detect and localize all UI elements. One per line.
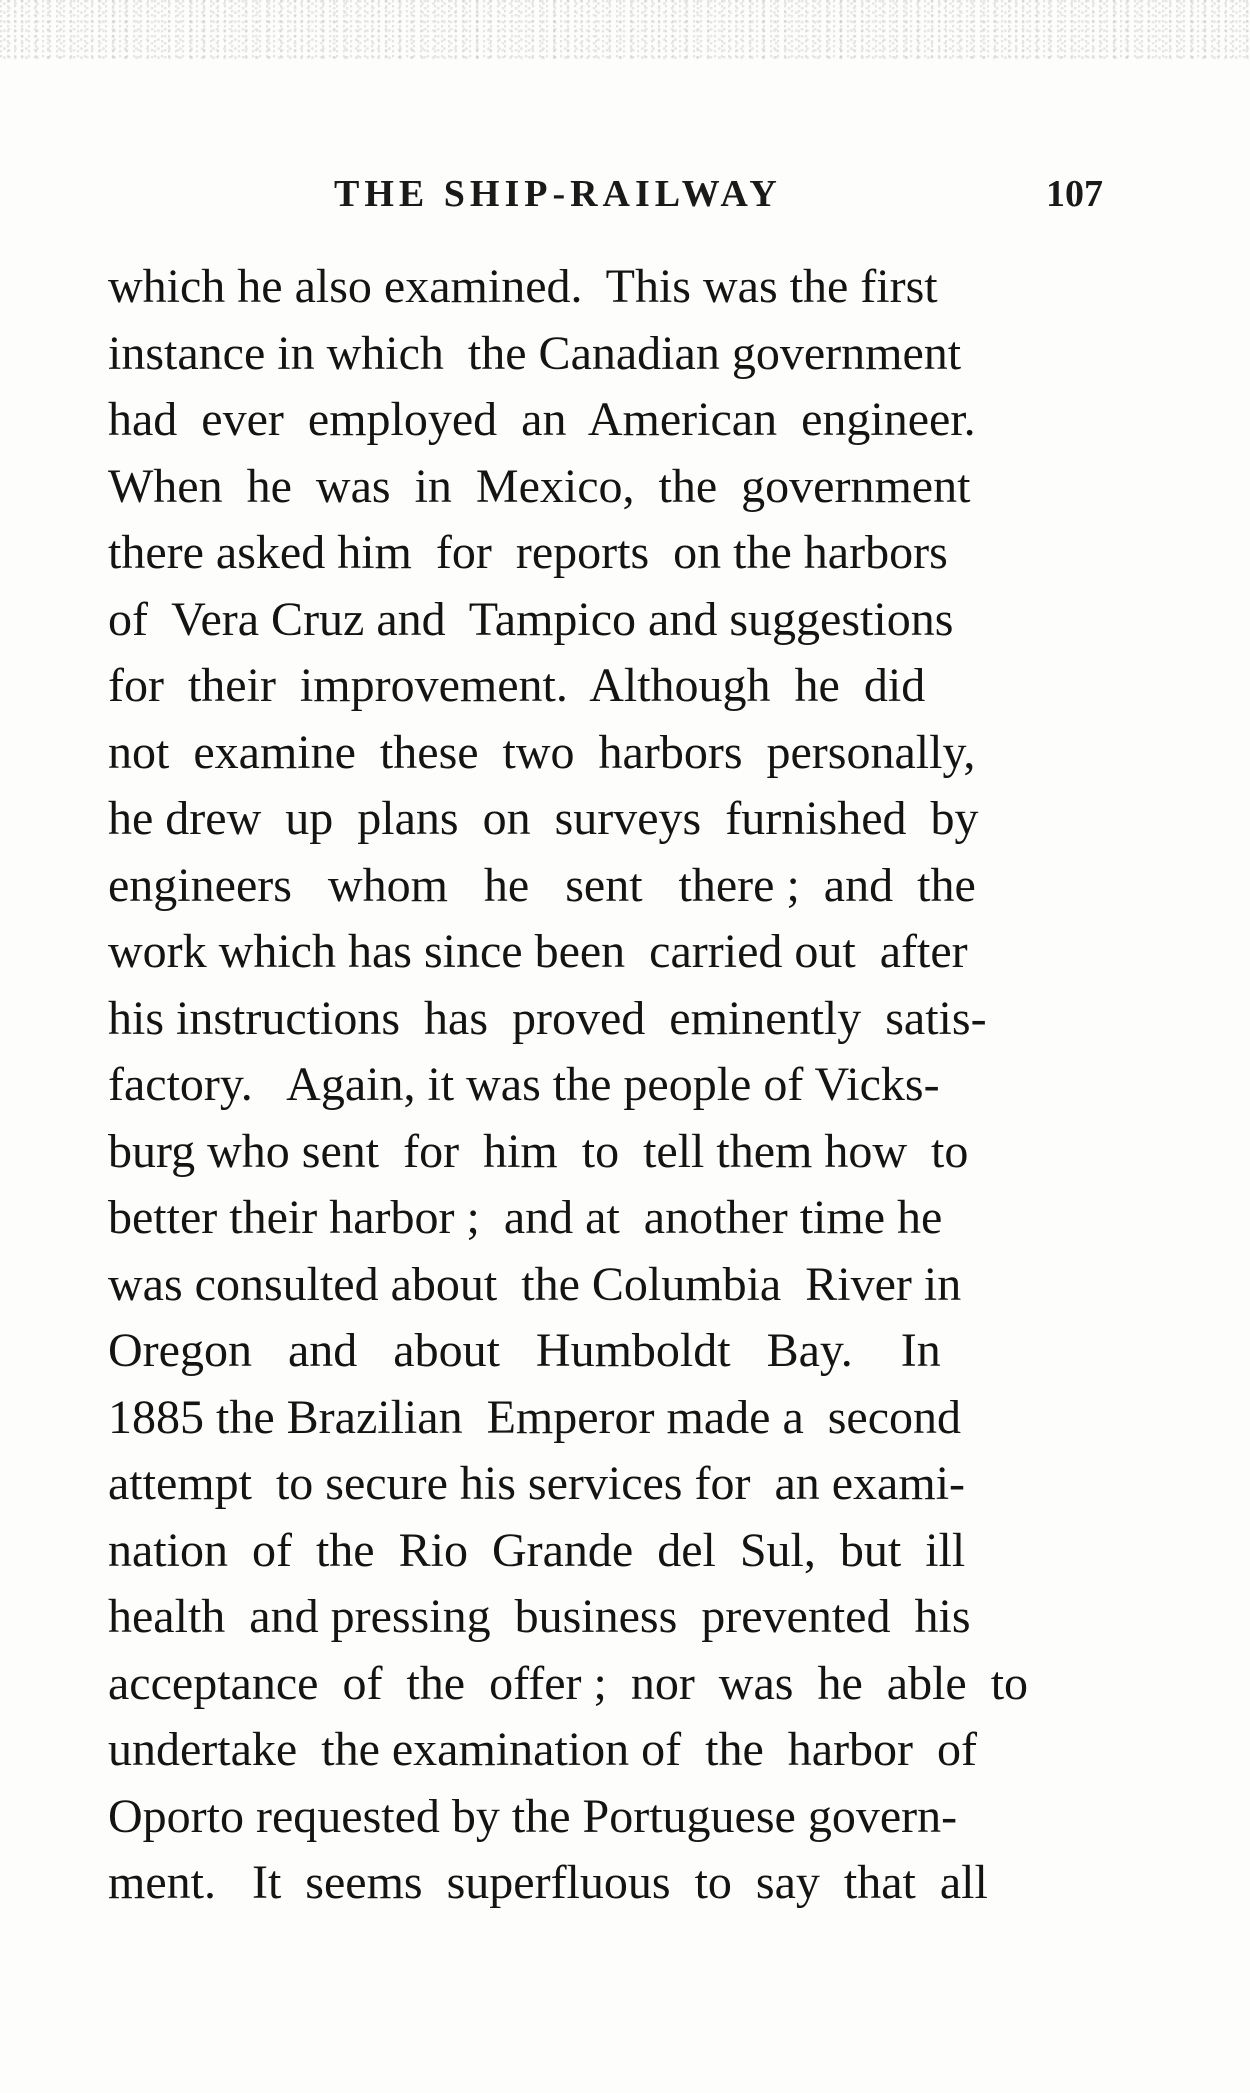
text-line: for their improvement. Although he did xyxy=(108,659,926,712)
body-text xyxy=(108,254,1103,1917)
text-line: undertake the examination of the harbor of xyxy=(108,1723,978,1776)
text-line: acceptance of the offer ; nor was he able to xyxy=(108,1656,1029,1710)
text-line: nation of the Rio Grande del Sul, but ill xyxy=(108,1523,966,1577)
text-line: had ever employed an American engineer. xyxy=(108,393,976,446)
text-line: 1885 the Brazilian Emperor made a second xyxy=(108,1390,962,1444)
text-line: health and pressing business prevented his xyxy=(108,1590,971,1643)
text-line: he drew up plans on surveys furnished by xyxy=(108,792,979,845)
running-head xyxy=(108,172,1103,232)
text-line: his instructions has proved eminently satis- xyxy=(108,991,987,1045)
text-line: there asked him for reports on the harbors xyxy=(108,526,948,579)
text-line: instance in which the Canadian government xyxy=(108,326,962,380)
text-line: factory. Again, it was the people of Vicks- xyxy=(108,1058,940,1111)
text-line: not examine these two harbors personally, xyxy=(108,725,976,779)
running-title: THE SHIP-RAILWAY xyxy=(334,173,782,215)
text-line: Oporto requested by the Portuguese govern- xyxy=(108,1789,958,1843)
text-line: engineers whom he sent there ; and the xyxy=(108,858,976,912)
text-line: of Vera Cruz and Tampico and suggestions xyxy=(108,592,954,646)
text-line: better their harbor ; and at another time he xyxy=(108,1191,943,1244)
page-number: 107 xyxy=(1046,173,1103,215)
text-line: burg who sent for him to tell them how to xyxy=(108,1124,969,1178)
text-line: was consulted about the Columbia River in xyxy=(108,1257,962,1311)
text-line: When he was in Mexico, the government xyxy=(108,459,971,513)
text-line: Oregon and about Humboldt Bay. In xyxy=(108,1324,941,1377)
text-line: work which has since been carried out after xyxy=(108,925,968,978)
text-line: ment. It seems superfluous to say that all xyxy=(108,1856,988,1909)
text-line: which he also examined. This was the first xyxy=(108,260,938,313)
scan-edge-noise xyxy=(0,0,1250,60)
text-line: attempt to secure his services for an exami- xyxy=(108,1457,966,1510)
